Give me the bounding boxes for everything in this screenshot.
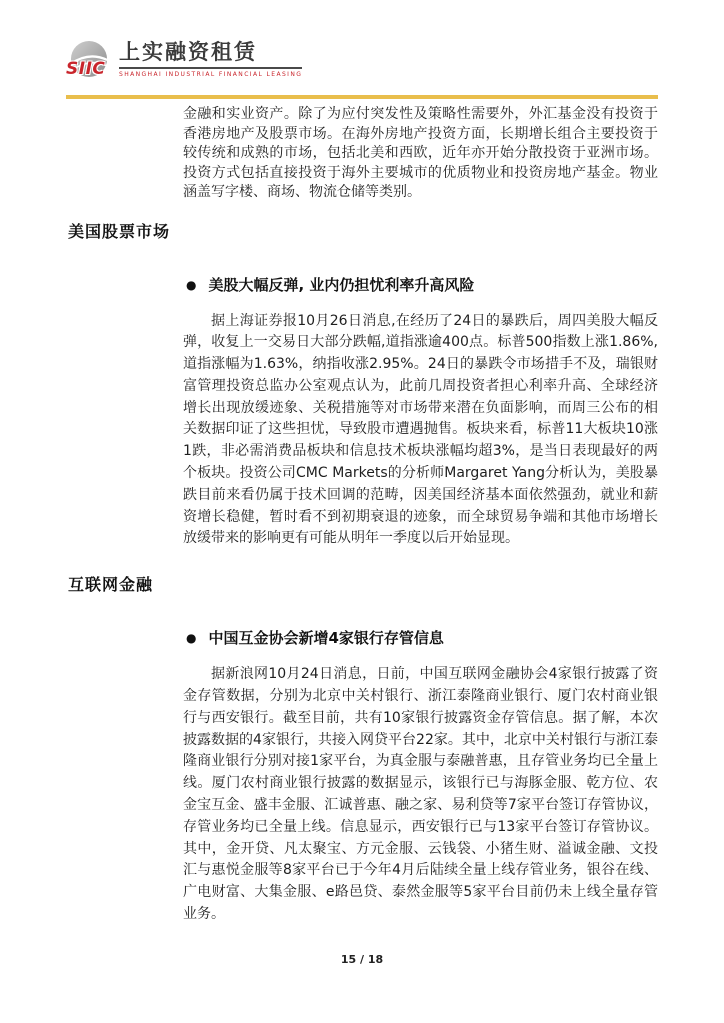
section-body-us-stocks: 据上海证券报10月26日消息,在经历了24日的暴跌后，周四美股大幅反弹，收复上一交易日大部分跌幅,道指涨逾400点。标普500指数上涨1.86%,道指涨幅为1.63%，纳指收涨2.95%。24日的暴跌令市场措手不及，瑞银财富管理投资总监办公室观点认为，此前几周投资者担心利率升高、全球经济增长出现放缓迹象、关税措施等对市场带来潜在负面影响，而周三公布的相关数据印证了这些担忧，导致股市遭遇抛售。板块来看，标普11大板块10涨1跌，非必需消费品板块和信息技术板块涨幅均超3%，是当日表现最好的两个板块。投资公司CMC Markets的分析师Margaret Yang分析认为，美股暴跌目前来看仍属于技术回调的范畴，因美国经济基本面依然强劲，就业和薪资增长稳健，暂时看不到初期衰退的迹象，而全球贸易争端和其他市场增长放缓带来的影响更有可能从明年一季度以后开始显现。 — [183, 312, 658, 547]
section-us-stock-market — [68, 219, 658, 551]
company-logo — [66, 40, 658, 87]
logo-cn-name: 上实融资租赁 — [119, 40, 302, 69]
section-internet-finance — [68, 572, 658, 926]
intro-paragraph: 金融和实业资产。除了为应付突发性及策略性需要外，外汇基金没有投资于香港房地产及股票市场。在海外房地产投资方面，长期增长组合主要投资于较传统和成熟的市场，包括北美和西欧，近年亦开始分散投资于亚洲市场。投资方式包括直接投资于海外主要城市的优质物业和投资房地产基金。物业涵盖写字楼、商场、物流仓储等类别。 — [183, 106, 658, 200]
section-body-internet-finance: 据新浪网10月24日消息，日前，中国互联网金融协会4家银行披露了资金存管数据，分别为北京中关村银行、浙江泰隆商业银行、厦门农村商业银行与西安银行。截至目前，共有10家银行披露资金存管信息。据了解，本次披露数据的4家银行，共接入网贷平台22家。其中，北京中关村银行与浙江泰隆商业银行分别对接1家平台，为真金服与泰融普惠，且存管业务均已全量上线。厦门农村商业银行披露的数据显示，该银行已与海豚金服、乾方位、农金宝互金、盛丰金服、汇诚普惠、融之家、易利贷等7家平台签订存管协议，存管业务均已全量上线。信息显示，西安银行已与13家平台签订存管协议。其中，金开贷、凡太聚宝、方元金服、云钱袋、小猪生财、溢诚金融、文投汇与惠悦金服等8家平台已于今年4月后陆续全量上线存管业务，银谷在线、广电财富、大集金服、e路邑贷、泰然金服等5家平台目前仍未上线全量存管业务。 — [183, 666, 658, 923]
bullet-icon: ● — [186, 631, 197, 646]
header — [0, 0, 724, 99]
bullet-item-internet-finance — [186, 627, 658, 648]
section-heading-internet-finance: 互联网金融 — [68, 575, 154, 595]
header-divider — [66, 95, 658, 99]
page-number: 15 / 18 — [340, 953, 384, 966]
globe-icon — [66, 40, 112, 82]
section-heading-us-stock-market: 美国股票市场 — [68, 221, 171, 241]
logo-siic-text: SIIC — [66, 59, 106, 79]
document-body — [0, 105, 724, 926]
bullet-icon: ● — [186, 277, 197, 292]
bullet-item-us-stocks — [186, 274, 658, 295]
footer — [0, 948, 724, 967]
logo-en-name: SHANGHAI INDUSTRIAL FINANCIAL LEASING — [119, 71, 303, 79]
bullet-title-internet-finance: 中国互金协会新增4家银行存管信息 — [208, 629, 444, 648]
logo-wordmark — [119, 40, 302, 78]
bullet-title-us-stocks: 美股大幅反弹, 业内仍担忧利率升高风险 — [208, 275, 475, 294]
